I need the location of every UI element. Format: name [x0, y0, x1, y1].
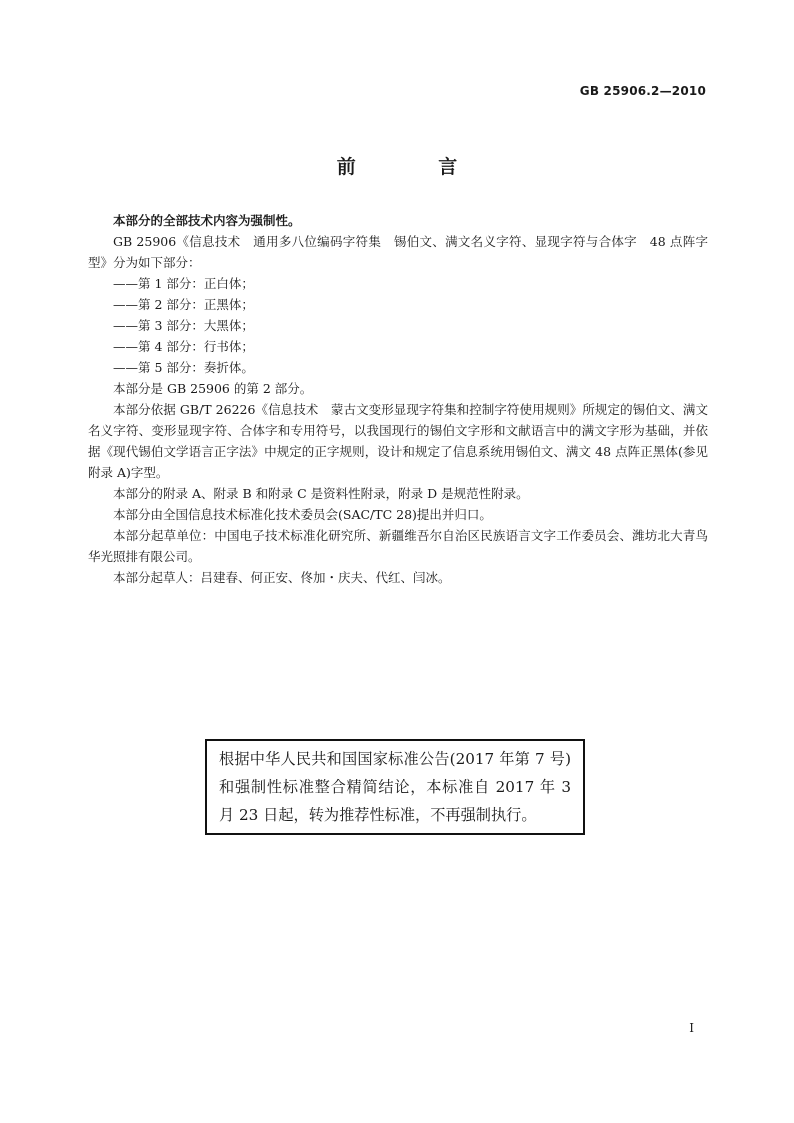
paragraph-parts-intro: GB 25906《信息技术 通用多八位编码字符集 锡伯文、满文名义字符、显现字符与合体字 48 点阵字型》分为如下部分：	[88, 234, 708, 270]
paragraph-drafters: 本部分起草人：吕建春、何正安、佟加・庆夫、代红、闫冰。	[113, 570, 451, 585]
standard-code: GB 25906.2—2010	[579, 84, 706, 98]
paragraph-basis: 本部分依据 GB/T 26226《信息技术 蒙古文变形显现字符集和控制字符使用规则》所规定的锡伯文、满文名义字符、变形显现字符、合体字和专用符号，以我国现行的锡伯文字形和文献语言中的满文字形为基础，并依据《现代锡伯文学语言正字法》中规定的正字规则，设计和规定了信息系统用锡伯文、满文 48 点阵正黑体(参见附录 A)字型。	[88, 402, 708, 480]
list-item-part-2: ——第 2 部分：正黑体；	[113, 297, 254, 312]
list-item-part-5: ——第 5 部分：奏折体。	[113, 360, 254, 375]
list-item-part-3: ——第 3 部分：大黑体；	[113, 318, 254, 333]
list-item-part-1: ——第 1 部分：正白体；	[113, 276, 254, 291]
paragraph-drafting-units: 本部分起草单位：中国电子技术标准化研究所、新疆维吾尔自治区民族语言文字工作委员会、潍坊北大青鸟华光照排有限公司。	[88, 528, 708, 564]
paragraph-mandatory: 本部分的全部技术内容为强制性。	[113, 213, 301, 228]
paragraph-annexes: 本部分的附录 A、附录 B 和附录 C 是资料性附录，附录 D 是规范性附录。	[113, 486, 529, 501]
page-title: 前 言	[336, 156, 496, 178]
foreword-body	[88, 210, 708, 588]
paragraph-part-of: 本部分是 GB 25906 的第 2 部分。	[113, 381, 313, 396]
paragraph-proposed-by: 本部分由全国信息技术标准化技术委员会(SAC/TC 28)提出并归口。	[113, 507, 492, 522]
list-item-part-4: ——第 4 部分：行书体；	[113, 339, 254, 354]
page-number: I	[689, 1021, 694, 1035]
status-notice-box: 根据中华人民共和国国家标准公告(2017 年第 7 号)和强制性标准整合精简结论，本标准自 2017 年 3 月 23 日起，转为推荐性标准，不再强制执行。	[205, 739, 585, 835]
